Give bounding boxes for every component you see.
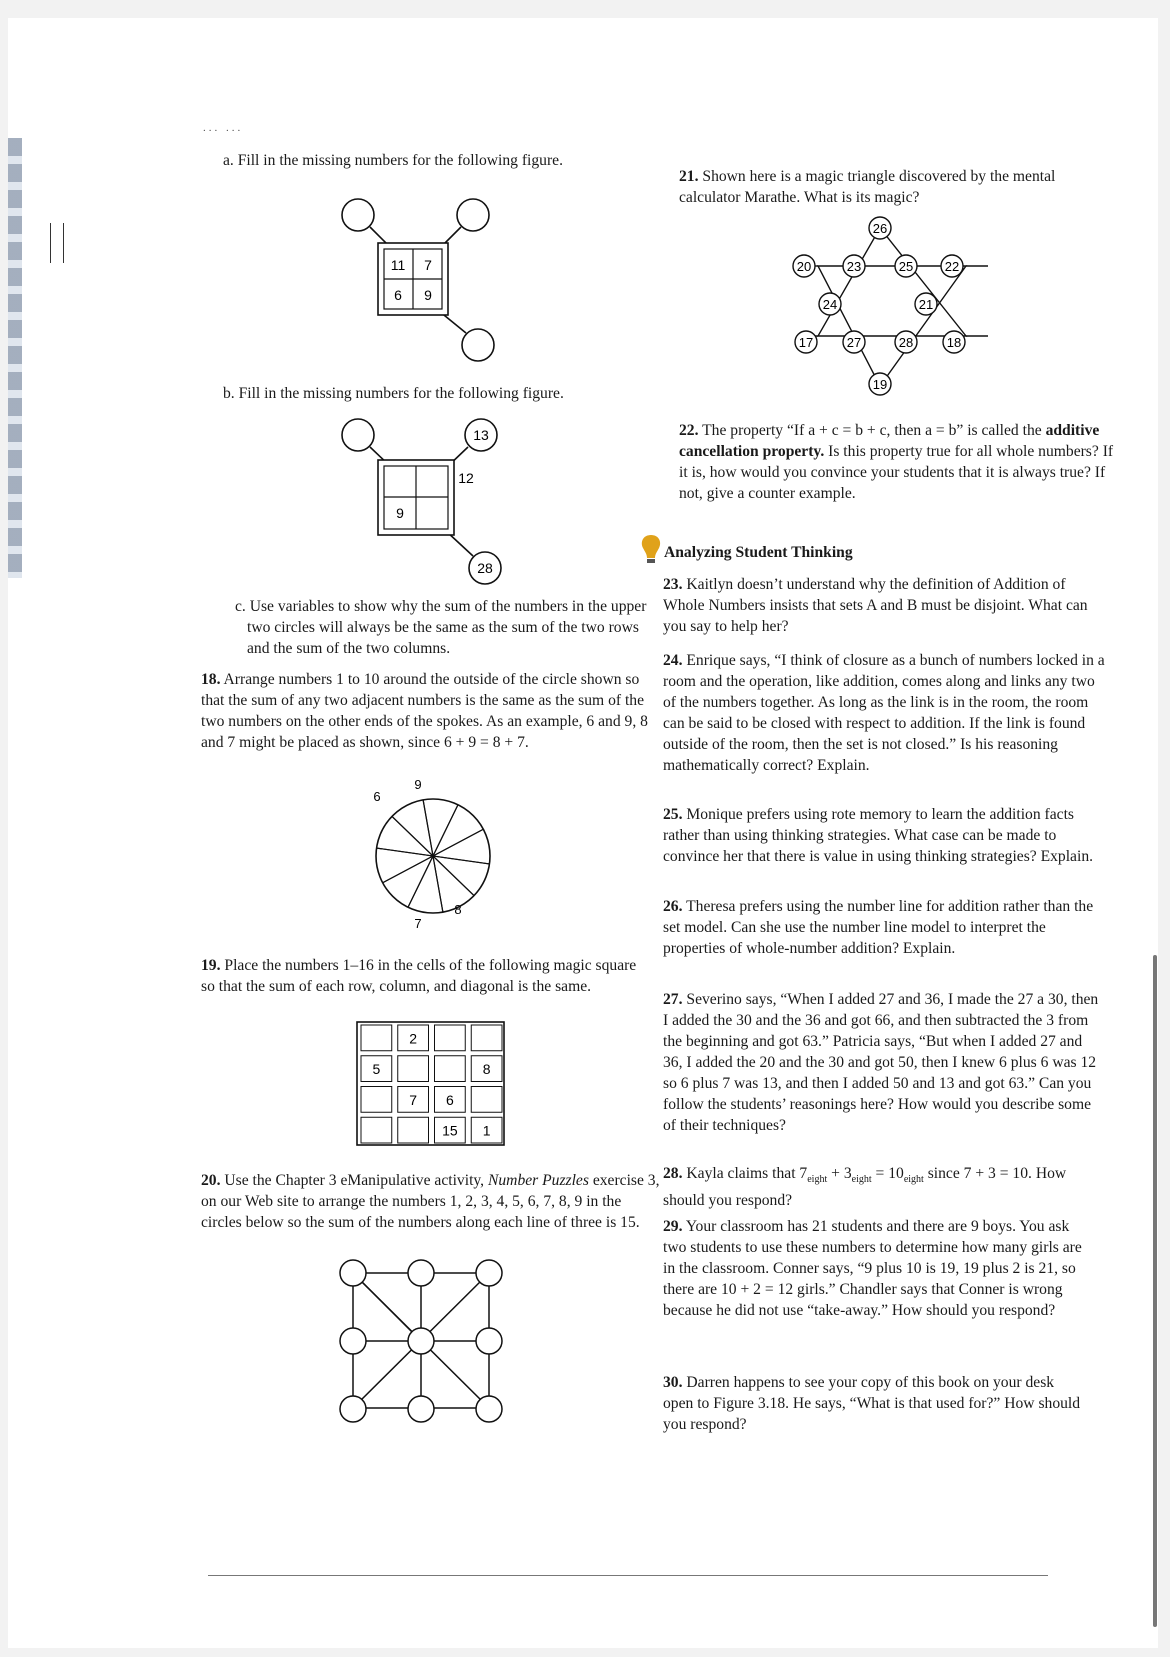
q30-text: Darren happens to see your copy of this book on your desk open to Figure 3.18. He says, “What is that used for?” How should you respond?: [663, 1374, 1081, 1433]
grid-a-cell: 9: [424, 287, 432, 303]
figure-18-wheel: [363, 771, 503, 936]
base-subscript: eight: [807, 1174, 828, 1186]
question-25: [663, 804, 1103, 867]
q20-text-b: exercise 3, on our Web site to arrange the numbers 1, 2, 3, 4, 5, 6, 7, 8, 9 in the circles below so the sum of the numbers along each line of three is 15.: [201, 1172, 660, 1231]
magic-square-value: 7: [409, 1091, 418, 1108]
triangle-node-value: 26: [872, 221, 888, 236]
triangle-node-value: 28: [898, 335, 914, 350]
q29-number: 29.: [663, 1218, 683, 1235]
question-22: [679, 420, 1119, 504]
puzzle-circle: [408, 1396, 434, 1422]
magic-square-value: 5: [372, 1061, 381, 1078]
triangle-node-value: 23: [846, 259, 862, 274]
question-21: [679, 166, 1109, 208]
question-29: [663, 1216, 1083, 1321]
q19-number: 19.: [201, 957, 221, 974]
magic-triangle: [788, 216, 1028, 401]
q21-number: 21.: [679, 168, 699, 185]
running-head: ... ...: [203, 122, 244, 134]
question-20: [201, 1170, 661, 1233]
magic-square-value: 1: [482, 1122, 491, 1139]
question-24: [663, 650, 1111, 776]
q21-text: Shown here is a magic triangle discovered by the mental calculator Marathe. What is its magic?: [679, 168, 1056, 206]
q22-bold: additive cancellation property.: [679, 422, 1100, 460]
book-spine-edge: [8, 138, 22, 578]
puzzle-circle: [408, 1328, 434, 1354]
triangle-node-value: 22: [944, 259, 960, 274]
q29-text: Your classroom has 21 students and there are 9 boys. You ask two students to use these numbers to determine how many girls are in the classroom. Conner says, “9 plus 10 is 19, 19 plus 2 is 21, so there are 10 + 2 = 12 girls.” Chandler says that Conner is wrong because he did not use “take-away.” How should you respond?: [663, 1218, 1082, 1319]
q23-number: 23.: [663, 576, 683, 593]
label-12: 12: [458, 470, 474, 486]
q20-text-a: Use the Chapter 3 eManipulative activity,: [224, 1172, 488, 1189]
wheel-label-7: 7: [414, 916, 422, 931]
wheel-label-6: 6: [373, 789, 381, 804]
lightbulb-icon: [638, 532, 664, 566]
triangle-node-value: 19: [872, 377, 888, 392]
magic-square-value: 2: [409, 1030, 418, 1047]
q18-text: Arrange numbers 1 to 10 around the outside of the circle shown so that the sum of any two adjacent numbers is the same as the sum of the two numbers on the other ends of the spokes. As an example, 6 and 9, 8 and 7 might be placed as shown, since 6 + 9 = 8 + 7.: [201, 671, 648, 751]
figure-20-grid: [333, 1253, 518, 1428]
q20-italic: Number Puzzles: [487, 1172, 589, 1189]
q22-number: 22.: [679, 422, 699, 439]
q28-number: 28.: [663, 1165, 683, 1182]
q22-text-b: Is this property true for all whole numbers? If it is, how would you convince your students that it is always true? If not, give a counter example.: [679, 443, 1114, 502]
question-30: [663, 1372, 1083, 1435]
part-c-text: c. Use variables to show why the sum of the numbers in the upper two circles will always be the same as the sum of the two rows and the sum of the two columns.: [235, 598, 647, 657]
base-subscript: eight: [851, 1174, 872, 1186]
q23-text: Kaitlyn doesn’t understand why the definition of Addition of Whole Numbers insists that sets A and B must be disjoint. What can you say to help her?: [663, 576, 1088, 635]
textbook-page: [8, 18, 1158, 1648]
page-bottom-rule: [208, 1575, 1048, 1576]
spine-marks: [50, 223, 64, 263]
q26-text: Theresa prefers using the number line for addition rather than the set model. Can she use the number line model to interpret the properties of whole-number addition? Explain.: [663, 898, 1094, 957]
question-18: [201, 669, 656, 753]
triangle-node-value: 21: [918, 297, 934, 312]
question-26: [663, 896, 1103, 959]
section-heading: Analyzing Student Thinking: [664, 544, 853, 561]
figure-a: [318, 183, 528, 373]
puzzle-circle: [408, 1260, 434, 1286]
q24-number: 24.: [663, 652, 683, 669]
question-23: [663, 574, 1109, 637]
q28-text: Kayla claims that 7: [686, 1165, 808, 1182]
puzzle-circle: [340, 1328, 366, 1354]
grid-a-cell: 7: [424, 257, 432, 273]
magic-square-value: 15: [442, 1122, 458, 1139]
magic-square: [353, 1018, 513, 1153]
q28-text: since 7 + 3 = 10. How should you respond?: [663, 1165, 1067, 1210]
circle-top-left: [342, 419, 374, 451]
question-19: [201, 955, 646, 997]
puzzle-circle: [476, 1396, 502, 1422]
triangle-node-value: 24: [822, 297, 838, 312]
q26-number: 26.: [663, 898, 683, 915]
q25-text: Monique prefers using rote memory to learn the addition facts rather than using thinking strategies. What case can be made to convince her that there is value in using thinking strategies? Explain.: [663, 806, 1094, 865]
grid-a-cell: 6: [394, 287, 402, 303]
q22-text-a: The property “If a + c = b + c, then a = b” is called the: [702, 422, 1046, 439]
scrollbar[interactable]: [1153, 955, 1157, 1627]
q25-number: 25.: [663, 806, 683, 823]
puzzle-circle: [340, 1396, 366, 1422]
magic-square-value: 8: [482, 1061, 491, 1078]
part-a-text: a. Fill in the missing numbers for the following figure.: [223, 152, 563, 169]
puzzle-circle: [476, 1328, 502, 1354]
circle-top-right: [457, 199, 489, 231]
q19-text: Place the numbers 1–16 in the cells of the following magic square so that the sum of each row, column, and diagonal is the same.: [201, 957, 637, 995]
label-9: 9: [396, 505, 404, 521]
q18-number: 18.: [201, 671, 221, 688]
wheel-label-9: 9: [414, 777, 422, 792]
q30-number: 30.: [663, 1374, 683, 1391]
puzzle-circle: [476, 1260, 502, 1286]
part-b-text: b. Fill in the missing numbers for the following figure.: [223, 385, 564, 402]
triangle-node-value: 20: [796, 259, 812, 274]
circle-bottom-right: [462, 329, 494, 361]
triangle-node-value: 17: [798, 335, 814, 350]
q27-text: Severino says, “When I added 27 and 36, I made the 27 a 30, then I added the 30 and the 36 and got 66, and then subtracted the 3 from the beginning and got 63.” Patricia says, “But when I added 27 and 36, I added the 20 and the 30 and got 50, then I knew 6 plus 6 was 12 so 6 plus 7 was 13, and then I added 50 and 13 and got 63.” Can you follow the students’ reasonings here? How would you describe some of their techniques?: [663, 991, 1099, 1134]
q20-number: 20.: [201, 1172, 221, 1189]
q24-text: Enrique says, “I think of closure as a bunch of numbers locked in a room and the operation, like addition, comes along and links any two of the numbers together. As long as the link is in the room, the room can be said to be closed with respect to addition. If the link is found outside of the room, then the set is not closed.” Is his reasoning mathematically correct? Explain.: [663, 652, 1105, 774]
magic-square-value: 6: [445, 1091, 454, 1108]
question-28: [663, 1163, 1103, 1211]
circle-top-left: [342, 199, 374, 231]
label-28: 28: [477, 560, 493, 576]
question-27: [663, 989, 1103, 1136]
label-13: 13: [473, 427, 489, 443]
triangle-node-value: 27: [846, 335, 862, 350]
triangle-node-value: 18: [946, 335, 962, 350]
q27-number: 27.: [663, 991, 683, 1008]
grid-a-cell: 11: [390, 257, 406, 273]
figure-b: [318, 413, 533, 593]
wheel-label-8: 8: [454, 902, 462, 917]
q28-text: + 3: [827, 1165, 852, 1182]
q28-text: = 10: [871, 1165, 904, 1182]
puzzle-circle: [340, 1260, 366, 1286]
base-subscript: eight: [903, 1174, 924, 1186]
triangle-node-value: 25: [898, 259, 914, 274]
